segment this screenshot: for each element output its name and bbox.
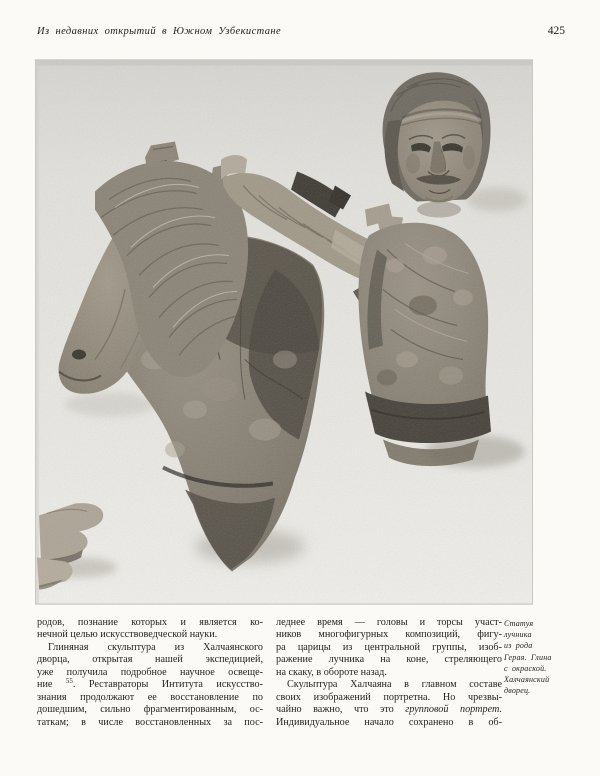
figure-caption bbox=[504, 618, 582, 696]
text-line: родов, познание которых и является ко- bbox=[37, 617, 263, 628]
text-line: Скульптура Халчаяна в главном составе bbox=[287, 679, 502, 691]
caption-line: Герая. Глина bbox=[504, 652, 552, 662]
caption-line: из рода bbox=[504, 641, 533, 651]
caption-line: Халчаянский bbox=[504, 675, 550, 685]
right-column bbox=[276, 617, 502, 729]
text-line: на скаку, в обороте назад. bbox=[276, 666, 387, 678]
text-line: ра царицы из центральной группы, изоб- bbox=[276, 641, 502, 653]
sculpture-photo bbox=[35, 59, 533, 605]
caption-line: дворец. bbox=[504, 686, 531, 696]
running-head bbox=[37, 25, 565, 37]
text-line: дошедшим, сильно фрагментированным, ос- bbox=[37, 704, 263, 716]
caption-line: с окраской. bbox=[504, 663, 547, 673]
text-line: уже получила подробное научное освеще- bbox=[37, 666, 263, 678]
caption-line: Статуя bbox=[504, 619, 534, 628]
text-line: ние $^{55}$. Реставраторы Интитута искусство- bbox=[37, 677, 263, 691]
text-line: леднее время — головы и торсы участ- bbox=[276, 617, 502, 628]
text-line: знания продолжают ее восстановление по bbox=[37, 691, 263, 703]
text-line: чайно важно, что это групповой портрет. bbox=[276, 704, 502, 716]
sculpture-photo-svg bbox=[35, 59, 533, 605]
text-line: своих изображений портретна. Но чрезвы- bbox=[276, 691, 502, 703]
text-line: ников многофигурных композиций, фигу- bbox=[276, 629, 502, 641]
text-line: Индивидуальное начало сохранено в об- bbox=[276, 716, 502, 728]
left-column bbox=[37, 617, 263, 729]
caption-line: лучника bbox=[504, 630, 532, 640]
text-line: Глиняная скульптура из Халчаянского bbox=[48, 641, 263, 653]
text-line: ражение лучника на коне, стреляющего bbox=[276, 654, 502, 666]
page-number: 425 bbox=[547, 25, 565, 37]
text-line: таткам; в числе восстановленных за пос- bbox=[37, 716, 263, 728]
text-line: дворца, открытая нашей экспедицией, bbox=[37, 654, 263, 666]
text-line: нечной целью искусствоведческой науки. bbox=[37, 629, 218, 641]
running-title: Из недавних открытий в Южном Узбекистане bbox=[37, 26, 282, 37]
photo-grain bbox=[35, 60, 533, 605]
